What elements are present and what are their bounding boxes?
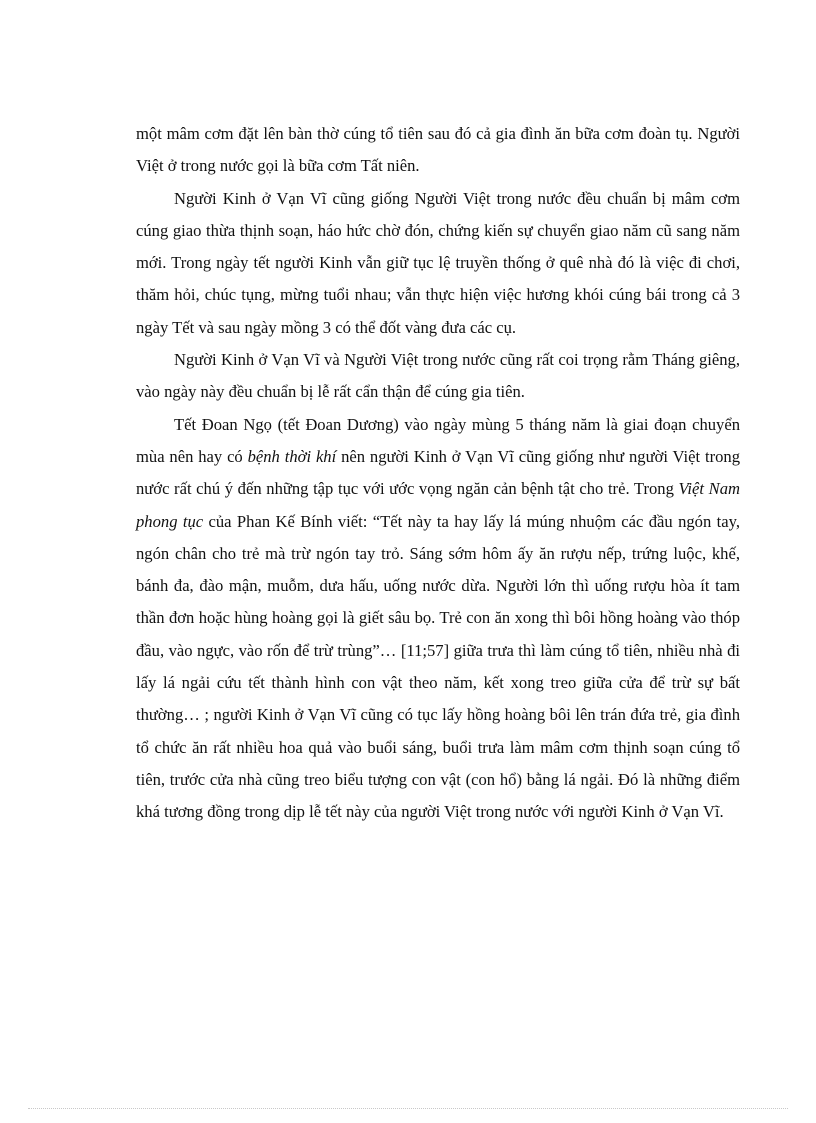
page-bottom-divider [28,1108,788,1109]
paragraph-1-text: một mâm cơm đặt lên bàn thờ cúng tổ tiên sau đó cả gia đình ăn bữa cơm đoàn tụ. Người Việt ở trong nước gọi là bữa cơm Tất niên. [136,124,740,176]
paragraph-3 [136,344,740,409]
body-text [136,118,740,829]
italic-book-title: Việt Nam phong tục [136,479,740,531]
paragraph-2-text: Người Kinh ở Vạn Vĩ cũng giống Người Việt trong nước đều chuẩn bị mâm cơm cúng giao thừa thịnh soạn, háo hức chờ đón, chứng kiến sự chuyển giao năm cũ sang năm mới. Trong ngày tết người Kinh vẫn giữ tục lệ truyền thống ở quê nhà đó là việc đi chơi, thăm hỏi, chúc tụng, mừng tuổi nhau; vẫn thực hiện việc hương khói cúng bái trong cả 3 ngày Tết và sau ngày mồng 3 có thể đốt vàng đưa các cụ. [136,188,740,337]
paragraph-2 [136,183,740,344]
paragraph-1 [136,118,740,183]
italic-term-disease: bệnh thời khí [247,446,337,466]
paragraph-3-text: Người Kinh ở Vạn Vĩ và Người Việt trong nước cũng rất coi trọng rằm Tháng giêng, vào ngày này đều chuẩn bị lễ rất cẩn thận để cúng gia tiên. [136,350,740,402]
paragraph-4 [136,409,740,829]
paragraph-4-text-part-2: nên người Kinh ở Vạn Vĩ cũng giống như người Việt trong nước rất chú ý đến những tập tục với ước vọng ngăn cản bệnh tật cho trẻ. Trong [136,446,740,499]
paragraph-4-text-part-3: của Phan Kế Bính viết: “Tết này ta hay lấy lá múng nhuộm các đầu ngón tay, ngón chân cho trẻ mà trừ ngón tay trỏ. Sáng sớm hôm ấy ăn rượu nếp, trứng luộc, khế, bánh đa, đào mận, muỗm, dưa hấu, uống nước dừa. Người lớn thì uống rượu hòa ít tam thần đơn hoặc hùng hoàng gọi là giết sâu bọ. Trẻ con ăn xong thì bôi hồng hoàng vào thóp đầu, vào ngực, vào rốn để trừ trùng”… [11;57] giữa trưa thì làm cúng tổ tiên, nhiều nhà đi lấy lá ngải cứu tết thành hình con vật theo năm, kết xong treo giữa cửa để trừ sự bất thường… ; người Kinh ở Vạn Vĩ cũng có tục lấy hồng hoàng bôi lên trán đứa trẻ, gia đình tổ chức ăn rất nhiều hoa quả vào buổi sáng, buổi trưa làm mâm cơm thịnh soạn cúng tổ tiên, trước cửa nhà cũng treo biểu tượng con vật (con hổ) bằng lá ngải. Đó là những điểm khá tương đồng trong dịp lễ tết này của người Việt trong nước với người Kinh ở Vạn Vĩ. [136,511,740,822]
paragraph-4-text-part-1: Tết Đoan Ngọ (tết Đoan Dương) vào ngày mùng 5 tháng năm là giai đoạn chuyển mùa nên hay có [136,414,740,466]
